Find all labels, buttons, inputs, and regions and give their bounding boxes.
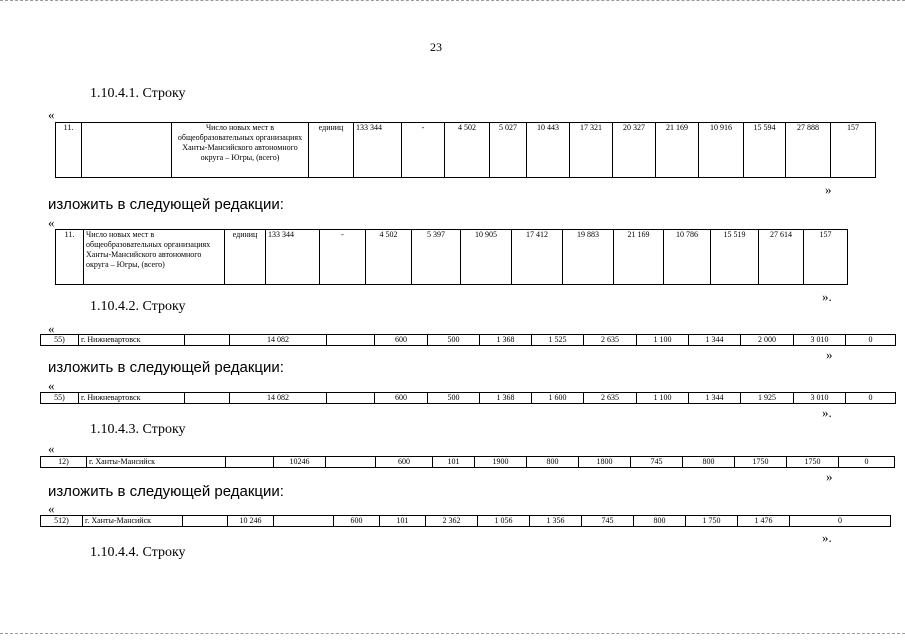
value-cell: 17 412 — [512, 230, 563, 285]
value-cell: 101 — [433, 457, 475, 468]
value-cell: 15 594 — [744, 123, 786, 178]
value-cell: 10 905 — [461, 230, 512, 285]
open-quote: « — [48, 378, 55, 393]
empty-cell — [183, 516, 228, 527]
empty-cell — [327, 393, 375, 404]
close-quote-dot: ». — [822, 289, 832, 304]
empty-cell — [326, 457, 376, 468]
value-cell: 10 443 — [527, 123, 570, 178]
value-cell: 157 — [804, 230, 848, 285]
value-cell: - — [402, 123, 445, 178]
value-cell: 1 925 — [741, 393, 794, 404]
value-cell: 745 — [582, 516, 634, 527]
open-quote: « — [48, 321, 55, 336]
value-cell: 1 525 — [532, 335, 584, 346]
close-quote-dot: ». — [822, 530, 832, 545]
close-quote: » — [825, 182, 832, 197]
value-cell: 20 327 — [613, 123, 656, 178]
empty-cell — [327, 335, 375, 346]
total-cell: 133 344 — [266, 230, 320, 285]
value-cell: 745 — [631, 457, 683, 468]
table-row-11-new — [55, 229, 848, 285]
value-cell: 800 — [634, 516, 686, 527]
city-name: г. Нижневартовск — [79, 335, 185, 346]
value-cell: 1 476 — [738, 516, 790, 527]
value-cell: 0 — [846, 393, 896, 404]
value-cell: 600 — [375, 335, 428, 346]
value-cell: 500 — [428, 335, 480, 346]
value-cell: 4 502 — [445, 123, 490, 178]
row-number: 55) — [41, 335, 79, 346]
unit-cell: единиц — [309, 123, 354, 178]
value-cell: 15 519 — [711, 230, 759, 285]
table-row-55-new — [40, 392, 896, 404]
value-cell: - — [320, 230, 366, 285]
value-cell: 2 362 — [426, 516, 478, 527]
value-cell: 1900 — [475, 457, 527, 468]
replace-phrase: изложить в следующей редакции: — [48, 359, 284, 376]
replace-phrase: изложить в следующей редакции: — [48, 483, 284, 500]
value-cell: 21 169 — [614, 230, 664, 285]
value-cell: 157 — [831, 123, 876, 178]
close-quote-dot: ». — [822, 405, 832, 420]
indicator-description: Число новых мест в общеобразовательных организациях Ханты-Мансийского автономного округа – Югры, (всего) — [84, 230, 225, 285]
row-number: 55) — [41, 393, 79, 404]
total-cell: 14 082 — [230, 335, 327, 346]
value-cell: 4 502 — [366, 230, 412, 285]
value-cell: 10 786 — [664, 230, 711, 285]
total-cell: 14 082 — [230, 393, 327, 404]
empty-cell — [82, 123, 172, 178]
section-heading-1-10-4-1: 1.10.4.1. Строку — [90, 86, 186, 101]
value-cell: 600 — [334, 516, 380, 527]
value-cell: 5 027 — [490, 123, 527, 178]
scan-top-edge — [0, 0, 905, 4]
replace-phrase: изложить в следующей редакции: — [48, 196, 284, 213]
open-quote: « — [48, 441, 55, 456]
row-number: 11. — [56, 230, 84, 285]
empty-cell — [185, 335, 230, 346]
value-cell: 101 — [380, 516, 426, 527]
value-cell: 600 — [375, 393, 428, 404]
value-cell: 19 883 — [563, 230, 614, 285]
row-number: 512) — [41, 516, 83, 527]
city-name: г. Нижневартовск — [79, 393, 185, 404]
indicator-description: Число новых мест в общеобразовательных организациях Ханты-Мансийского автономного округа – Югры, (всего) — [172, 123, 309, 178]
value-cell: 1 344 — [689, 393, 741, 404]
total-cell: 10 246 — [228, 516, 274, 527]
value-cell: 21 169 — [656, 123, 699, 178]
value-cell: 600 — [376, 457, 433, 468]
empty-cell — [226, 457, 274, 468]
section-heading-1-10-4-3: 1.10.4.3. Строку — [90, 422, 186, 437]
value-cell: 1 600 — [532, 393, 584, 404]
close-quote: » — [826, 469, 833, 484]
value-cell: 1 056 — [478, 516, 530, 527]
page-number: 23 — [430, 40, 442, 54]
scan-bottom-edge — [0, 633, 905, 637]
value-cell: 27 888 — [786, 123, 831, 178]
section-heading-1-10-4-4: 1.10.4.4. Строку — [90, 545, 186, 560]
value-cell: 0 — [839, 457, 895, 468]
value-cell: 1800 — [579, 457, 631, 468]
value-cell: 3 010 — [794, 393, 846, 404]
open-quote: « — [48, 107, 55, 122]
table-row-55-original — [40, 334, 896, 346]
table-row-512-new — [40, 515, 891, 527]
value-cell: 27 614 — [759, 230, 804, 285]
empty-cell — [274, 516, 334, 527]
unit-cell: единиц — [225, 230, 266, 285]
row-number: 12) — [41, 457, 87, 468]
section-heading-1-10-4-2: 1.10.4.2. Строку — [90, 299, 186, 314]
total-cell: 133 344 — [354, 123, 402, 178]
value-cell: 800 — [527, 457, 579, 468]
value-cell: 1750 — [787, 457, 839, 468]
total-cell: 10246 — [274, 457, 326, 468]
value-cell: 1 100 — [637, 335, 689, 346]
value-cell: 17 321 — [570, 123, 613, 178]
open-quote: « — [48, 501, 55, 516]
value-cell: 2 635 — [584, 393, 637, 404]
value-cell: 1 356 — [530, 516, 582, 527]
table-row-12-original — [40, 456, 895, 468]
value-cell: 1 344 — [689, 335, 741, 346]
empty-cell — [185, 393, 230, 404]
value-cell: 800 — [683, 457, 735, 468]
value-cell: 500 — [428, 393, 480, 404]
value-cell: 1 100 — [637, 393, 689, 404]
value-cell: 5 397 — [412, 230, 461, 285]
value-cell: 1750 — [735, 457, 787, 468]
value-cell: 10 916 — [699, 123, 744, 178]
open-quote: « — [48, 215, 55, 230]
value-cell: 0 — [790, 516, 891, 527]
value-cell: 2 635 — [584, 335, 637, 346]
row-number: 11. — [56, 123, 82, 178]
value-cell: 0 — [846, 335, 896, 346]
value-cell: 1 368 — [480, 335, 532, 346]
city-name: г. Ханты-Мансийск — [87, 457, 226, 468]
value-cell: 1 368 — [480, 393, 532, 404]
close-quote: » — [826, 347, 833, 362]
value-cell: 2 000 — [741, 335, 794, 346]
value-cell: 3 010 — [794, 335, 846, 346]
city-name: г. Ханты-Мансийск — [83, 516, 183, 527]
table-row-11-original — [55, 122, 876, 178]
value-cell: 1 750 — [686, 516, 738, 527]
